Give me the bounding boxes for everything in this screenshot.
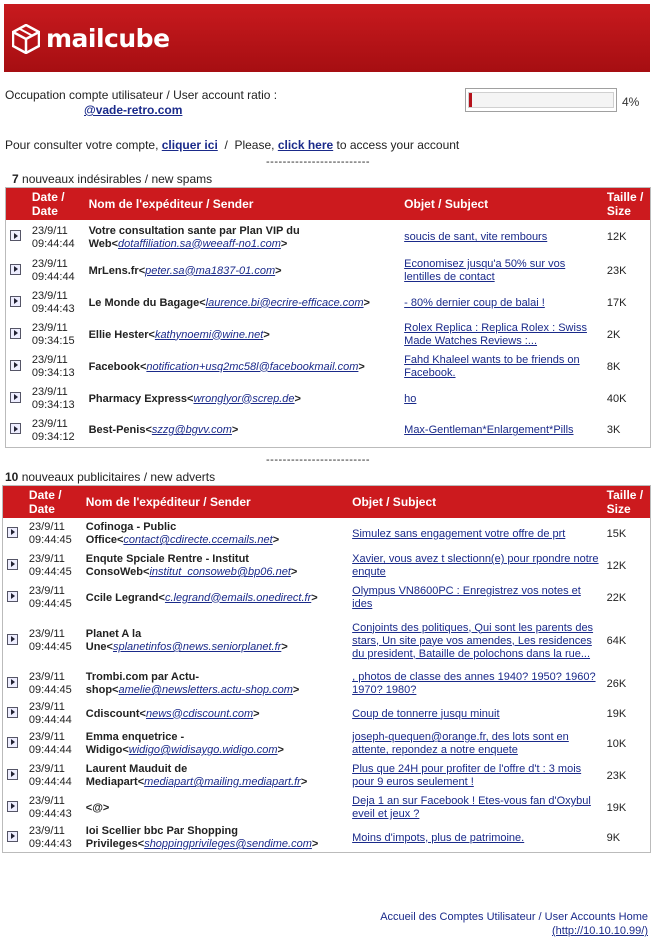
row-expand-cell [3, 518, 25, 550]
row-time: 09:44:44 [31, 271, 75, 283]
subject-cell [400, 319, 603, 351]
row-time: 09:44:45 [28, 598, 72, 610]
sender-cell: Best-Penis<szzg@bgvv.com> [88, 424, 239, 437]
date-cell [28, 220, 85, 255]
row-size: 9K [606, 831, 621, 844]
size-cell [603, 614, 651, 668]
consult-suffix: to access your account [333, 138, 460, 152]
row-date: 23/9/11 [31, 417, 68, 430]
row-expand-cell [3, 550, 25, 582]
subject-link[interactable]: soucis de sant, vite rembours [404, 231, 548, 243]
cube-logo-icon [12, 24, 40, 54]
subject-link[interactable]: Deja 1 an sur Facebook ! Etes-vous fan d'Oxybul eveil et jeux ? [352, 795, 591, 820]
size-cell [603, 351, 651, 383]
expand-arrow-icon[interactable] [7, 634, 18, 645]
subject-cell [348, 760, 603, 792]
sender-name: Ccile Legrand [85, 591, 159, 604]
spam-header-arrow [6, 188, 28, 221]
sender-name: Ioi Scellier bbc Par Shopping Privileges [85, 825, 238, 850]
row-expand-cell [6, 415, 28, 447]
date-cell [28, 415, 85, 447]
click-here-link[interactable]: click here [277, 138, 334, 152]
row-expand-cell [3, 824, 25, 853]
consult-middle: / Please, [217, 138, 278, 152]
expand-arrow-icon[interactable] [7, 707, 18, 718]
subject-cell [400, 383, 603, 415]
date-cell [25, 792, 82, 824]
row-date: 23/9/11 [28, 795, 65, 807]
table-row [6, 415, 651, 447]
row-date: 23/9/11 [28, 701, 65, 713]
size-cell [603, 220, 651, 255]
date-cell [25, 700, 82, 728]
sender-name: Best-Penis [88, 424, 146, 437]
sender-cell: Le Monde du Bagage<laurence.bi@ecrire-efficace.com> [88, 296, 370, 309]
sender-name: Trombi.com par Actu-shop [85, 671, 200, 696]
sender-email-link[interactable]: dotaffiliation.sa@weeaff-no1.com [118, 237, 281, 250]
sender-email-link[interactable]: notification+usq2mc58l@facebookmail.com [146, 360, 359, 373]
account-domain-link[interactable]: @vade-retro.com [84, 103, 183, 117]
expand-arrow-icon[interactable] [7, 737, 18, 748]
row-expand-cell [6, 220, 28, 255]
row-date: 23/9/11 [28, 825, 65, 837]
subject-link[interactable]: Economisez jusqu'a 50% sur vos lentilles de contact [404, 258, 566, 283]
spam-count-label: nouveaux indésirables / new spams [18, 172, 213, 186]
expand-arrow-icon[interactable] [7, 677, 18, 688]
date-cell [25, 582, 82, 614]
row-size: 19K [606, 707, 627, 720]
table-row [6, 351, 651, 383]
row-expand-cell [6, 287, 28, 319]
account-ratio-label: Occupation compte utilisateur / User account ratio : [5, 88, 278, 102]
date-cell [28, 351, 85, 383]
row-size: 10K [606, 737, 627, 750]
date-cell [25, 550, 82, 582]
row-size: 23K [606, 264, 627, 277]
subject-link[interactable]: Xavier, vous avez t slectionn(e) pour rpondre notre enqute [352, 553, 599, 578]
sender-name: MrLens.fr [88, 264, 139, 277]
row-time: 09:44:43 [28, 838, 72, 850]
row-size: 12K [606, 559, 627, 572]
subject-link[interactable]: joseph-quequen@orange.fr, des lots sont en attente, repondez a notre enquete [352, 731, 569, 756]
sender-email-link[interactable]: institut_consoweb@bp06.net [149, 566, 291, 578]
row-date: 23/9/11 [28, 731, 65, 743]
row-time: 09:34:13 [31, 399, 75, 411]
sender-email-link[interactable]: mediapart@mailing.mediapart.fr [144, 776, 301, 788]
table-row [6, 287, 651, 319]
date-cell [28, 383, 85, 415]
advert-header-subject[interactable]: Objet / Subject [348, 486, 603, 519]
subject-cell [348, 550, 603, 582]
row-expand-cell [3, 614, 25, 668]
advert-header-date[interactable]: Date / Date [25, 486, 82, 519]
row-date: 23/9/11 [31, 322, 68, 334]
date-cell [25, 668, 82, 700]
spam-header-subject[interactable]: Objet / Subject [400, 188, 603, 221]
expand-arrow-icon[interactable] [7, 801, 18, 812]
sender-cell: Enqute Spciale Rentre - Institut ConsoWeb<institut_consoweb@bp06.net> [85, 553, 298, 578]
size-cell [603, 287, 651, 319]
consult-line [5, 138, 459, 152]
sender-email-link[interactable]: szzg@bgvv.com [151, 424, 232, 437]
subject-cell [400, 351, 603, 383]
sender-cell: Emma enquetrice - Widigo<widigo@widisaygo.widigo.com> [85, 731, 284, 756]
row-date: 23/9/11 [28, 553, 65, 565]
sender-name: Cofinoga - Public Office [85, 521, 177, 546]
row-expand-cell [6, 351, 28, 383]
sender-name: Cdiscount [85, 707, 140, 720]
subject-link[interactable]: Plus que 24H pour profiter de l'offre d't : 3 mois pour 9 euros seulement ! [352, 763, 582, 788]
expand-arrow-icon[interactable] [7, 769, 18, 780]
subject-link[interactable]: - 80% dernier coup de balai ! [404, 296, 545, 309]
row-size: 64K [606, 634, 627, 647]
subject-cell [348, 792, 603, 824]
date-cell [28, 319, 85, 351]
sender-cell: Ellie Hester<kathynoemi@wine.net> [88, 328, 270, 341]
expand-arrow-icon[interactable] [7, 527, 18, 538]
subject-link[interactable]: Rolex Replica : Replica Rolex : Swiss Made Watches Reviews :... [404, 322, 587, 347]
table-row [3, 728, 651, 760]
table-row [6, 255, 651, 287]
subject-link[interactable]: Coup de tonnerre jusqu minuit [352, 707, 500, 720]
row-date: 23/9/11 [28, 763, 65, 775]
brand-name: mailcube [46, 24, 170, 53]
table-row [3, 668, 651, 700]
row-size: 40K [606, 392, 627, 405]
sender-email-link[interactable]: shoppingprivileges@sendime.com [144, 838, 312, 850]
sender-email-link[interactable]: peter.sa@ma1837-01.com [145, 264, 276, 277]
expand-arrow-icon[interactable] [10, 392, 21, 403]
sender-name: Emma enquetrice - Widigo [85, 731, 185, 756]
subject-link[interactable]: Simulez sans engagement votre offre de prt [352, 527, 566, 540]
subject-cell [348, 582, 603, 614]
row-date: 23/9/11 [31, 386, 68, 398]
advert-table [2, 485, 651, 853]
size-cell [603, 668, 651, 700]
sender-name: Ellie Hester [88, 328, 149, 341]
row-size: 8K [606, 360, 621, 373]
date-cell [25, 614, 82, 668]
sender-cell: Cdiscount<news@cdiscount.com> [85, 707, 260, 720]
table-row [3, 518, 651, 550]
row-size: 19K [606, 801, 627, 814]
sender-email-link[interactable]: contact@cdirecte.ccemails.net [123, 534, 273, 546]
expand-arrow-icon[interactable] [10, 328, 21, 339]
advert-header-sender[interactable]: Nom de l'expéditeur / Sender [82, 486, 348, 519]
expand-arrow-icon[interactable] [10, 423, 21, 434]
subject-cell [400, 220, 603, 255]
row-expand-cell [6, 319, 28, 351]
sender-email-link[interactable]: wronglyor@screp.de [193, 392, 295, 405]
table-row [6, 319, 651, 351]
date-cell [25, 728, 82, 760]
sender-cell: Facebook<notification+usq2mc58l@facebookmail.com> [88, 360, 365, 373]
expand-arrow-icon[interactable] [10, 296, 21, 307]
subject-cell [400, 287, 603, 319]
table-row [3, 760, 651, 792]
sender-email-link[interactable]: widigo@widisaygo.widigo.com [128, 744, 278, 756]
advert-count-line [5, 470, 215, 484]
date-cell [28, 287, 85, 319]
row-expand-cell [3, 728, 25, 760]
date-cell [25, 760, 82, 792]
advert-count-label: nouveaux publicitaires / new adverts [18, 470, 216, 484]
date-cell [25, 824, 82, 853]
accounts-home-url-link[interactable]: (http://10.10.10.99/) [551, 925, 648, 937]
row-size: 17K [606, 296, 627, 309]
row-expand-cell [3, 792, 25, 824]
size-cell [603, 415, 651, 447]
row-size: 3K [606, 424, 621, 437]
subject-cell [348, 518, 603, 550]
sender-name: Le Monde du Bagage [88, 296, 200, 309]
expand-arrow-icon[interactable] [7, 831, 18, 842]
subject-link[interactable]: , photos de classe des annes 1940? 1950? 1960? 1970? 1980? [352, 671, 596, 696]
account-ratio-percent: 4% [622, 95, 640, 109]
sender-name: Votre consultation sante par Plan VIP du Web [88, 224, 300, 250]
row-time: 09:44:44 [31, 237, 75, 250]
row-size: 12K [606, 231, 627, 243]
row-expand-cell [3, 760, 25, 792]
row-date: 23/9/11 [28, 521, 65, 533]
row-expand-cell [3, 582, 25, 614]
row-time: 09:34:13 [31, 367, 75, 379]
size-cell [603, 550, 651, 582]
size-cell [603, 255, 651, 287]
sender-email-link[interactable]: news@cdiscount.com [145, 707, 254, 720]
size-cell [603, 700, 651, 728]
sender-email-link[interactable]: kathynoemi@wine.net [154, 328, 264, 341]
row-expand-cell [3, 668, 25, 700]
sender-cell: Votre consultation sante par Plan VIP du Web<dotaffiliation.sa@weeaff-no1.com> [88, 224, 300, 250]
size-cell [603, 582, 651, 614]
header-banner [4, 4, 650, 72]
row-expand-cell [3, 700, 25, 728]
subject-link[interactable]: Conjoints des politiques, Qui sont les parents des stars, Un site paye vos amendes, Les residences du president, Bataille de polochons dans la rue... [352, 621, 594, 660]
expand-arrow-icon[interactable] [7, 559, 18, 570]
row-date: 23/9/11 [31, 224, 68, 237]
size-cell [603, 824, 651, 853]
table-row [6, 220, 651, 255]
expand-arrow-icon[interactable] [7, 591, 18, 602]
expand-arrow-icon[interactable] [10, 230, 21, 241]
row-time: 09:44:45 [28, 534, 72, 546]
advert-header-arrow [3, 486, 25, 519]
spam-table [5, 187, 651, 448]
spam-header-size[interactable]: Taille / Size [603, 188, 651, 221]
subject-cell [348, 824, 603, 853]
table-row [6, 383, 651, 415]
row-date: 23/9/11 [31, 290, 68, 302]
sender-cell: Pharmacy Express<wronglyor@screp.de> [88, 392, 301, 405]
spam-count-line [12, 172, 212, 186]
row-time: 09:44:45 [28, 641, 72, 653]
consult-prefix: Pour consulter votre compte, [5, 138, 162, 152]
size-cell [603, 383, 651, 415]
sender-name: Enqute Spciale Rentre - Institut ConsoWeb [85, 553, 249, 578]
subject-link[interactable]: Moins d'impots, plus de patrimoine. [352, 831, 525, 844]
advert-count: 10 [5, 470, 19, 484]
sender-cell: Trombi.com par Actu-shop<amelie@newsletters.actu-shop.com> [85, 671, 300, 696]
account-ratio-bar [465, 88, 617, 112]
sender-cell: Ccile Legrand<c.legrand@emails.onedirect.fr> [85, 591, 318, 604]
table-row [3, 792, 651, 824]
row-date: 23/9/11 [31, 354, 68, 366]
row-size: 23K [606, 769, 627, 782]
expand-arrow-icon[interactable] [10, 264, 21, 275]
separator: ------------------------- [266, 454, 371, 466]
spam-header-date[interactable]: Date / Date [28, 188, 85, 221]
sender-cell: MrLens.fr<peter.sa@ma1837-01.com> [88, 264, 282, 277]
subject-cell [348, 728, 603, 760]
size-cell [603, 792, 651, 824]
spam-header-sender[interactable]: Nom de l'expéditeur / Sender [85, 188, 401, 221]
sender-email-link[interactable]: splanetinfos@news.seniorplanet.fr [112, 641, 282, 653]
sender-cell: Laurent Mauduit de Mediapart<mediapart@mailing.mediapart.fr> [85, 763, 308, 788]
row-date: 23/9/11 [28, 585, 65, 597]
sender-name: Planet A la Une [85, 628, 142, 653]
expand-arrow-icon[interactable] [10, 360, 21, 371]
sender-cell: Planet A la Une<splanetinfos@news.seniorplanet.fr> [85, 628, 288, 653]
row-size: 2K [606, 328, 621, 341]
row-date: 23/9/11 [28, 671, 65, 683]
subject-link[interactable]: Fahd Khaleel wants to be friends on Facebook. [404, 354, 580, 379]
sender-cell [82, 792, 348, 824]
subject-cell [400, 255, 603, 287]
sender-email-link[interactable]: laurence.bi@ecrire-efficace.com [205, 296, 364, 309]
row-time: 09:44:43 [31, 303, 75, 315]
table-row [3, 582, 651, 614]
subject-link[interactable]: ho [404, 392, 417, 405]
size-cell [603, 760, 651, 792]
row-time: 09:44:44 [28, 744, 72, 756]
table-row [3, 700, 651, 728]
row-size: 26K [606, 677, 627, 690]
size-cell [603, 728, 651, 760]
row-time: 09:34:15 [31, 335, 75, 347]
sender-cell: Cofinoga - Public Office<contact@cdirecte.ccemails.net> [85, 521, 280, 546]
account-ratio-fill [469, 93, 472, 107]
table-row [3, 824, 651, 853]
row-date: 23/9/11 [28, 628, 65, 640]
subject-link[interactable]: Olympus VN8600PC : Enregistrez vos notes et ides [352, 585, 581, 610]
advert-header-size[interactable]: Taille / Size [603, 486, 651, 519]
size-cell [603, 518, 651, 550]
sender-name: Facebook [88, 360, 140, 373]
subject-cell [400, 415, 603, 447]
subject-cell [348, 700, 603, 728]
sender-name: Pharmacy Express [88, 392, 188, 405]
row-date: 23/9/11 [31, 258, 68, 270]
spam-count: 7 [12, 172, 19, 186]
subject-link[interactable]: Max-Gentleman*Enlargement*Pills [404, 424, 574, 437]
row-time: 09:44:45 [28, 684, 72, 696]
sender-name: Laurent Mauduit de Mediapart [85, 763, 188, 788]
separator: ------------------------- [266, 156, 371, 168]
date-cell [25, 518, 82, 550]
sender-raw: <@> [85, 801, 110, 814]
accounts-home-label[interactable]: Accueil des Comptes Utilisateur / User Accounts Home [380, 911, 648, 923]
table-row [3, 614, 651, 668]
row-size: 22K [606, 591, 627, 604]
row-expand-cell [6, 383, 28, 415]
sender-cell: Ioi Scellier bbc Par Shopping Privileges<shoppingprivileges@sendime.com> [85, 825, 319, 850]
subject-cell [348, 614, 603, 668]
row-time: 09:44:43 [28, 808, 72, 820]
cliquer-ici-link[interactable]: cliquer ici [161, 138, 218, 152]
row-time: 09:34:12 [31, 430, 75, 443]
date-cell [28, 255, 85, 287]
sender-email-link[interactable]: amelie@newsletters.actu-shop.com [118, 684, 293, 696]
size-cell [603, 319, 651, 351]
table-row [3, 550, 651, 582]
row-time: 09:44:44 [28, 776, 72, 788]
row-time: 09:44:45 [28, 566, 72, 578]
row-size: 15K [606, 527, 627, 540]
subject-cell [348, 668, 603, 700]
row-time: 09:44:44 [28, 714, 72, 726]
sender-email-link[interactable]: c.legrand@emails.onedirect.fr [164, 591, 312, 604]
row-expand-cell [6, 255, 28, 287]
